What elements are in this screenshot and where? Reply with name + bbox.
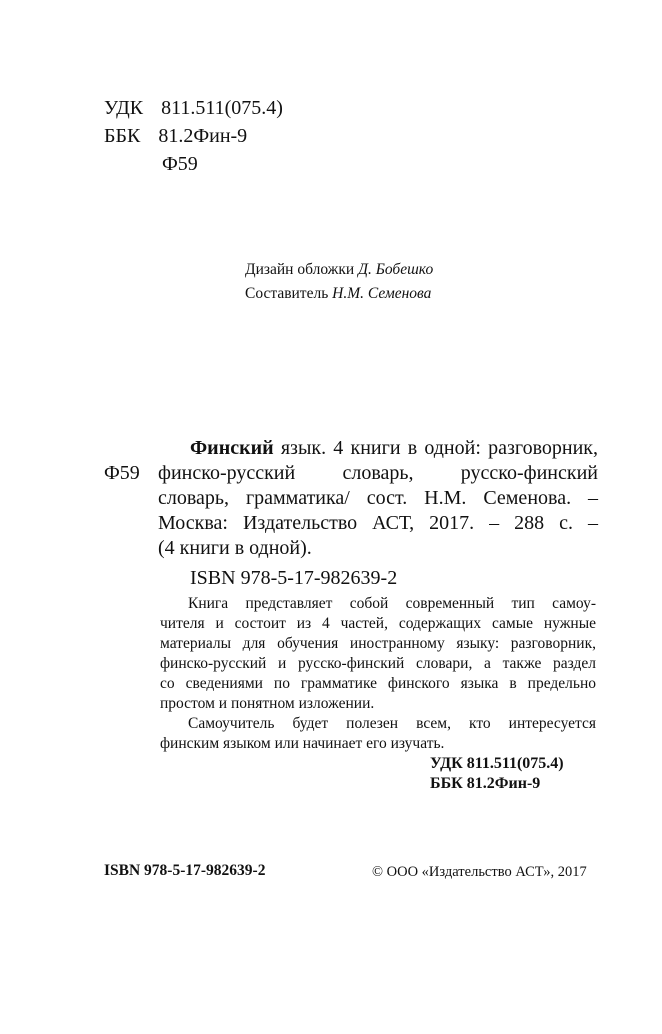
cover-design-name: Д. Бобешко [358,261,434,278]
compiler-name: Н.М. Семенова [332,285,432,302]
author-index-code: Ф59 [162,153,198,175]
annotation-line-4: финско-русский и русско-финский словари, а также раздел [160,655,596,672]
bibliographic-line-1-rest: язык. 4 книги в одной: разговорник, [280,437,598,459]
annotation-line-8: финским языком или начинает его изучать. [160,735,445,752]
bbk-line [104,121,247,151]
bibliographic-line-1 [158,436,598,461]
bibliographic-line-5: (4 книги в одной). [158,537,312,559]
compiler-credit [245,282,431,306]
bibliographic-index-code: Ф59 [104,462,140,484]
udk-value: 811.511(075.4) [161,97,283,119]
compiler-label: Составитель [245,285,329,302]
udk-label: УДК [104,97,144,119]
annotation-line-5: со сведениями по грамматике финского языка в предельно [160,675,596,692]
bbk-label: ББК [104,125,141,147]
annotation-line-2: чителя и состоит из 4 частей, содержащих самые нужные [160,615,596,632]
annotation-line-3: материалы для обучения иностранному языку: разговорник, [160,635,596,652]
annotation-line-7: Самоучитель будет полезен всем, кто интересуется [188,715,596,732]
udk-line [104,93,283,123]
isbn-line: ISBN 978-5-17-982639-2 [190,567,398,589]
annotation-bbk: ББК 81.2Фин-9 [430,775,541,792]
annotation-line-6: простом и понятном изложении. [160,695,375,712]
bibliographic-line-2: финско-русский словарь, русско-финский [158,462,598,484]
bbk-value: 81.2Фин-9 [158,125,248,147]
bibliographic-line-4: Москва: Издательство АСТ, 2017. – 288 с. – [158,512,598,534]
annotation-line-1: Книга представляет собой современный тип самоу- [188,595,596,612]
annotation-udk: УДК 811.511(075.4) [430,755,564,772]
footer-copyright: © ООО «Издательство АСТ», 2017 [372,864,587,880]
bibliographic-line-3: словарь, грамматика/ сост. Н.М. Семенова. – [158,487,598,509]
footer-isbn: ISBN 978-5-17-982639-2 [104,862,266,879]
book-title-bold: Финский [190,437,274,459]
cover-design-credit [245,258,433,282]
cover-design-label: Дизайн обложки [245,261,355,278]
